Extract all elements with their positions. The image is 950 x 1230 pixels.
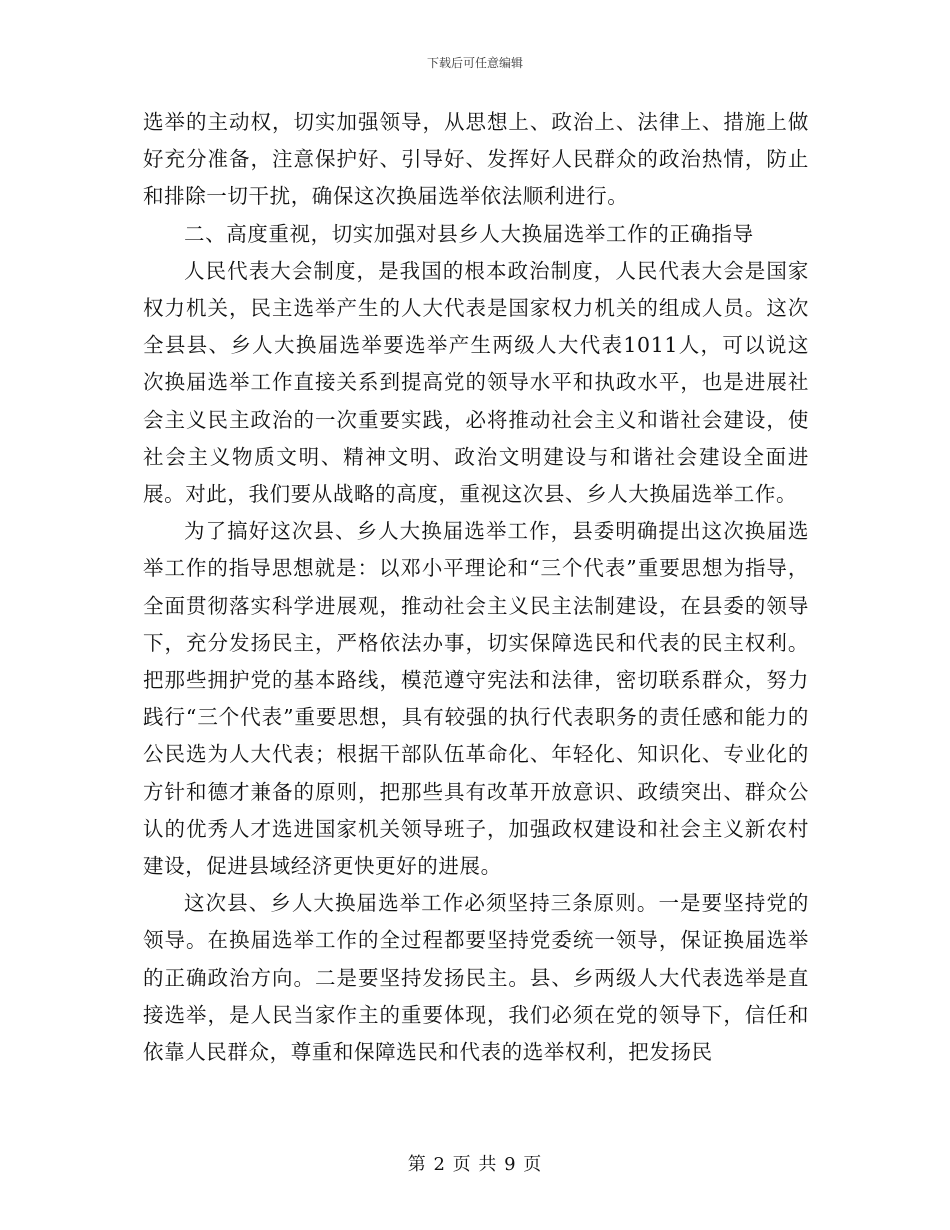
paragraph-2: 人民代表大会制度，是我国的根本政治制度，人民代表大会是国家权力机关，民主选举产生的人大代表是国家权力机关的组成人员。这次全县县、乡人大换届选举要选举产生两级人大代表1011人，可以说这次换届选举工作直接关系到提高党的领导水平和执政水平，也是进展社会主义民主政治的一次重要实践，必将推动社会主义和谐社会建设，使社会主义物质文明、精神文明、政治文明建设与和谐社会建设全面进展。对此，我们要从战略的高度，重视这次县、乡人大换届选举工作。 xyxy=(143,258,809,507)
paragraph-1: 选举的主动权，切实加强领导，从思想上、政治上、法律上、措施上做好充分准备，注意保护好、引导好、发挥好人民群众的政治热情，防止和排除一切干扰，确保这次换届选举依法顺利进行。 xyxy=(143,110,809,209)
document-body xyxy=(143,104,809,1071)
page-number: 第 2 页 共 9 页 xyxy=(407,1154,543,1175)
paragraph-3: 为了搞好这次县、乡人大换届选举工作，县委明确提出这次换届选举工作的指导思想就是：以邓小平理论和“三个代表”重要思想为指导，全面贯彻落实科学进展观，推动社会主义民主法制建设，在县委的领导下，充分发扬民主，严格依法办事，切实保障选民和代表的民主权利。把那些拥护党的基本路线，模范遵守宪法和法律，密切联系群众，努力践行“三个代表”重要思想，具有较强的执行代表职务的责任感和能力的公民选为人大代表；根据干部队伍革命化、年轻化、知识化、专业化的方针和德才兼备的原则，把那些具有改革开放意识、政绩突出、群众公认的优秀人才选进国家机关领导班子，加强政权建设和社会主义新农村建设，促进县域经济更快更好的进展。 xyxy=(143,519,809,879)
header-note: 下载后可任意编辑 xyxy=(426,56,523,70)
paragraph-4: 这次县、乡人大换届选举工作必须坚持三条原则。一是要坚持党的领导。在换届选举工作的全过程都要坚持党委统一领导，保证换届选举的正确政治方向。二是要坚持发扬民主。县、乡两级人大代表选举是直接选举，是人民当家作主的重要体现，我们必须在党的领导下，信任和依靠人民群众，尊重和保障选民和代表的选举权利，把发扬民 xyxy=(143,891,809,1065)
section-heading: 二、高度重视，切实加强对县乡人大换届选举工作的正确指导 xyxy=(184,221,754,246)
